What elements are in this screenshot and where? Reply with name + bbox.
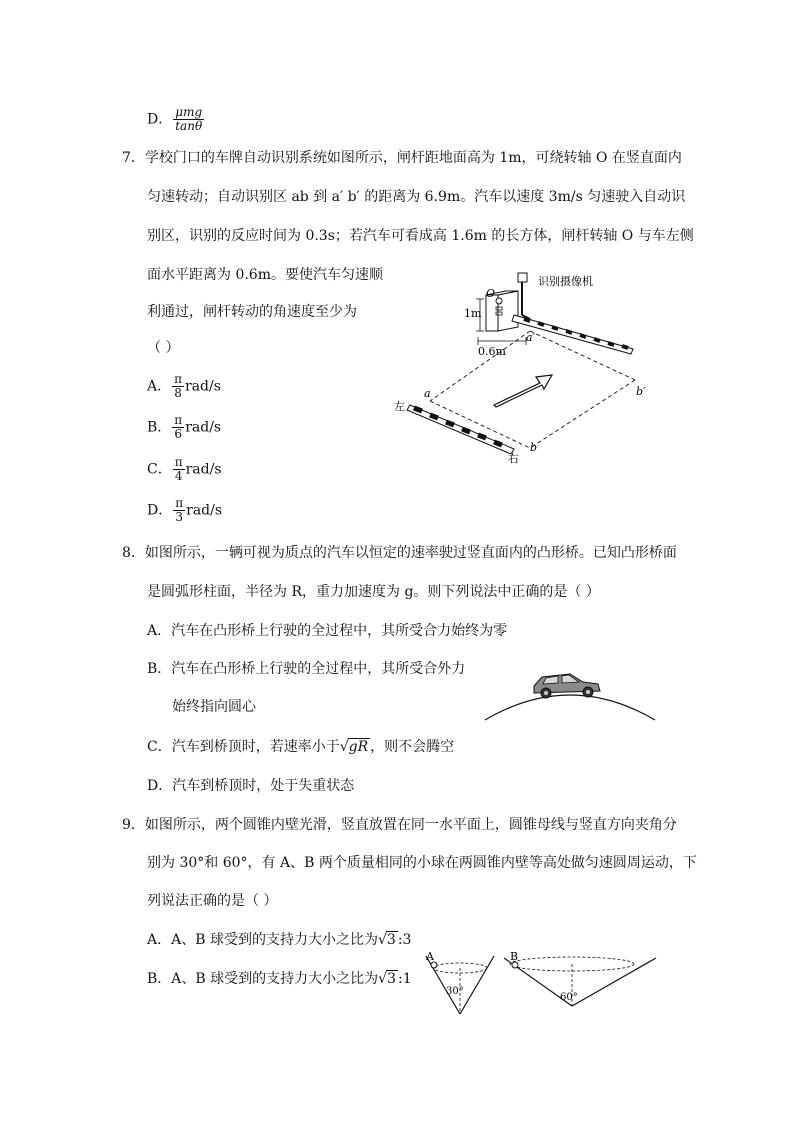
q8-option-d: D．汽车到桥顶时，处于失重状态 [147,778,355,794]
cone-a [426,956,494,1014]
q7-answer-bracket: （ ） [147,340,180,356]
ball-b-label: B [510,950,519,963]
ground-stripe [407,405,514,454]
q7-option-c [147,456,222,483]
q7-option-b [147,414,221,441]
option-unit: rad/s [185,419,222,436]
sqrt-symbol: √ [339,739,349,755]
fraction-denominator: 4 [174,469,183,483]
height-label: 1m [464,307,482,320]
a-label: a [424,387,431,400]
q9-option-b [147,969,412,989]
option-letter: B． [147,419,172,436]
fraction-numerator: μmg [173,106,204,120]
q7-stem-line-2: 匀速转动；自动识别区 ab 到 a′ b′ 的距离为 6.9m。汽车以速度 3m/s 匀速驶入自动识 [147,189,686,205]
option-letter: A． [147,378,172,395]
fraction-numerator: π [174,413,183,427]
q7-stem-line-4: 面水平距离为 0.6m。要使汽车匀速顺 [147,267,383,283]
fraction-denominator: 3 [175,510,183,524]
option-unit: rad/s [186,502,223,519]
q8-option-b-line-2: 始终指向圆心 [172,699,256,715]
option-text-tail: :3 [397,932,412,948]
option-text: A．A、B 球受到的支持力大小之比为 [147,932,378,948]
q6-option-d [147,106,205,133]
option-unit: rad/s [185,378,221,395]
q7-option-a [147,373,221,400]
fraction-numerator: π [175,496,184,510]
right-label: 右 [508,452,519,465]
b-label: b [530,441,538,454]
sqrt-symbol: √ [377,932,387,948]
q9-cones-figure [420,948,665,1018]
fraction-denominator: tanθ [175,119,203,133]
option-unit: rad/s [185,461,222,478]
b-prime-label: b′ [636,385,646,398]
q8-option-c [147,737,454,757]
fraction [173,106,204,133]
q7-stem-line-3: 别区，识别的反应时间为 0.3s；若汽车可看成高 1.6m 的长方体，闸杆转轴 O 与车左侧 [147,228,694,244]
direction-arrow-icon [494,375,552,407]
q7-option-d [147,497,222,524]
fraction [172,414,184,441]
distance-label: 0.6m [478,345,506,358]
left-label: 左 [394,400,405,413]
q8-stem-line-1: 8．如图所示，一辆可视为质点的汽车以恒定的速率驶过竖直面内的凸形桥。已知凸形桥面 [122,545,677,561]
option-text: B．A、B 球受到的支持力大小之比为 [147,971,379,987]
option-text: C．汽车到桥顶时，若速率小于 [147,739,340,755]
cone-b [504,957,656,1006]
q8-option-a: A．汽车在凸形桥上行驶的全过程中，其所受合力始终为零 [147,623,508,639]
fraction [173,456,185,483]
q8-option-b-line-1: B．汽车在凸形桥上行驶的全过程中，其所受合外力 [147,661,466,677]
q7-stem-line-1: 7．学校门口的车牌自动识别系统如图所示，闸杆距地面高为 1m，可绕转轴 O 在竖直面内 [122,150,682,166]
pivot-o-label: O [486,287,496,300]
angle-a-label: 30° [446,986,464,997]
fraction-denominator: 6 [174,427,183,441]
car-icon [534,674,600,698]
q8-stem-line-2: 是圆弧形柱面，半径为 R，重力加速度为 g。则下列说法中正确的是（ ） [147,584,600,600]
q8-bridge-figure [480,660,660,725]
option-letter: D． [147,502,173,519]
fraction-denominator: 8 [174,386,182,400]
fraction-numerator: π [174,372,183,386]
fraction-numerator: π [174,455,183,469]
ball-a-label: A [426,950,434,963]
sqrt-symbol: √ [378,971,388,987]
option-letter: D． [147,111,173,128]
q9-option-a [147,930,411,950]
bridge-arc [485,695,655,720]
q9-stem-line-1: 9．如图所示，两个圆锥内壁光滑，竖直放置在同一水平面上，圆锥母线与竖直方向夹角分 [122,817,677,833]
sqrt-radicand: 3 [386,932,396,948]
sqrt-radicand: 3 [387,971,396,987]
q9-stem-line-3: 列说法正确的是（ ） [147,893,278,909]
camera-icon [518,273,530,319]
camera-label: 识别摄像机 [538,275,593,288]
q9-stem-line-2: 别为 30°和 60°，有 A、B 两个质量相同的小球在两圆锥内壁等高处做匀速圆周运动，下 [147,855,697,871]
angle-b-label: 60° [560,992,578,1003]
option-text-tail: ，则不会腾空 [370,739,455,755]
q7-gate-figure [390,265,670,465]
fraction [172,373,184,400]
fraction [173,497,185,524]
option-text-tail: :1 [397,971,412,987]
q7-stem-line-5: 利通过，闸杆转动的角速度至少为 [147,304,357,320]
a-prime-label: a′ [526,331,536,344]
option-letter: C． [147,461,172,478]
sqrt-radicand: gR [348,739,369,755]
